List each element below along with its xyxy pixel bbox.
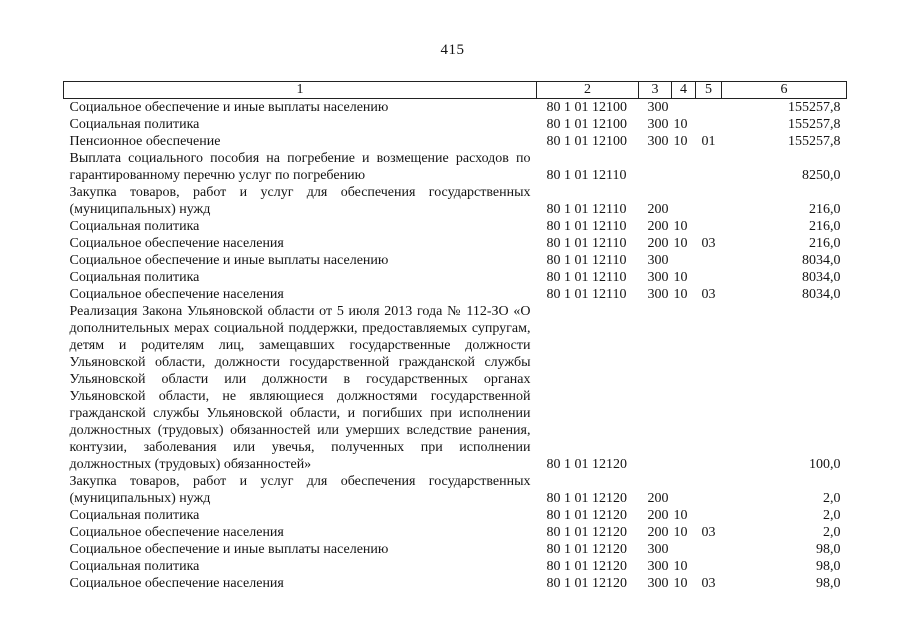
row-subsection (696, 269, 722, 286)
table-row (64, 286, 847, 303)
row-subsection (696, 252, 722, 269)
row-amount: 98,0 (816, 576, 841, 591)
row-name: Социальное обеспечение населения (69, 576, 284, 591)
row-name: Социальная политика (69, 219, 200, 234)
row-name: Социальная политика (69, 508, 200, 523)
row-expense-type: 300 (647, 287, 669, 302)
row-code: 80 1 01 12100 (546, 117, 627, 132)
row-section: 10 (673, 287, 688, 302)
row-amount: 155257,8 (788, 134, 841, 149)
row-section: 10 (673, 576, 688, 591)
table-row (64, 269, 847, 286)
row-expense-type: 300 (647, 134, 669, 149)
header-col-2: 2 (537, 82, 639, 99)
row-code: 80 1 01 12110 (546, 219, 627, 234)
header-col-3: 3 (639, 82, 672, 99)
row-section (672, 541, 696, 558)
row-subsection (696, 507, 722, 524)
row-subsection (696, 184, 722, 218)
row-name: Социальное обеспечение и иные выплаты населению (69, 542, 389, 557)
row-amount: 100,0 (809, 457, 841, 472)
row-expense-type: 300 (647, 542, 669, 557)
header-col-6: 6 (722, 82, 847, 99)
row-code: 80 1 01 12100 (546, 100, 627, 115)
row-expense-type: 200 (647, 491, 669, 506)
row-section (672, 184, 696, 218)
row-section: 10 (673, 134, 688, 149)
table-row (64, 541, 847, 558)
row-expense-type: 200 (647, 202, 669, 217)
row-expense-type: 200 (647, 525, 669, 540)
row-amount: 216,0 (809, 202, 841, 217)
row-amount: 155257,8 (788, 117, 841, 132)
header-col-5: 5 (696, 82, 722, 99)
table-row (64, 473, 847, 507)
row-code: 80 1 01 12120 (546, 525, 627, 540)
row-amount: 2,0 (823, 491, 841, 506)
table-header-row (64, 82, 847, 99)
row-code: 80 1 01 12120 (546, 576, 627, 591)
row-section: 10 (673, 117, 688, 132)
row-amount: 216,0 (809, 236, 841, 251)
row-amount: 8034,0 (802, 270, 841, 285)
row-amount: 98,0 (816, 542, 841, 557)
table-row (64, 575, 847, 592)
row-subsection: 03 (701, 525, 716, 540)
row-subsection (696, 150, 722, 184)
table-row (64, 218, 847, 235)
row-section (672, 303, 696, 473)
row-name: Закупка товаров, работ и услуг для обеспечения государственных (муниципальных) нужд (69, 474, 531, 506)
row-section (672, 99, 696, 117)
row-expense-type (639, 150, 672, 184)
header-col-4: 4 (672, 82, 696, 99)
row-subsection: 03 (701, 236, 716, 251)
row-section: 10 (673, 508, 688, 523)
row-section (672, 150, 696, 184)
table-row (64, 558, 847, 575)
row-amount: 98,0 (816, 559, 841, 574)
row-code: 80 1 01 12110 (546, 168, 627, 183)
row-subsection: 03 (701, 287, 716, 302)
row-name: Социальное обеспечение населения (69, 287, 284, 302)
table-row (64, 524, 847, 541)
row-expense-type: 200 (647, 219, 669, 234)
row-name: Социальная политика (69, 117, 200, 132)
table-row (64, 235, 847, 252)
table-row (64, 99, 847, 117)
row-subsection (696, 303, 722, 473)
row-expense-type: 300 (647, 253, 669, 268)
row-expense-type: 200 (647, 236, 669, 251)
row-subsection (696, 541, 722, 558)
row-code: 80 1 01 12120 (546, 559, 627, 574)
row-section: 10 (673, 219, 688, 234)
row-name: Социальное обеспечение населения (69, 236, 284, 251)
row-subsection (696, 116, 722, 133)
row-name: Социальная политика (69, 559, 200, 574)
row-code: 80 1 01 12100 (546, 134, 627, 149)
table-row (64, 150, 847, 184)
row-name: Реализация Закона Ульяновской области от 5 июля 2013 года № 112-ЗО «О дополнительных мерах социальной поддержки, предоставляемых супругам, детям и родителям лиц, замещавших государственные должности Ульяновской области, должности государственной гражданской службы Ульяновской области или должности в государственных органах Ульяновской области, не являющиеся должностями государственной гражданской службы Ульяновской области, и погибших при исполнении должностных (трудовых) обязанностей или умерших вследствие ранения, контузии, заболевания или увечья, полученных при исполнении должностных (трудовых) обязанностей» (69, 304, 531, 472)
row-name: Социальное обеспечение населения (69, 525, 284, 540)
row-code: 80 1 01 12120 (546, 508, 627, 523)
budget-table (63, 81, 847, 592)
row-expense-type: 300 (647, 270, 669, 285)
table-row (64, 184, 847, 218)
row-expense-type: 300 (647, 100, 669, 115)
row-code: 80 1 01 12120 (546, 542, 627, 557)
row-name: Социальная политика (69, 270, 200, 285)
table-row (64, 116, 847, 133)
row-name: Закупка товаров, работ и услуг для обеспечения государственных (муниципальных) нужд (69, 185, 531, 217)
row-code: 80 1 01 12120 (546, 457, 627, 472)
row-code: 80 1 01 12110 (546, 270, 627, 285)
row-name: Выплата социального пособия на погребение и возмещение расходов по гарантированному перечню услуг по погребению (69, 151, 531, 183)
row-section (672, 252, 696, 269)
row-code: 80 1 01 12110 (546, 253, 627, 268)
table-row (64, 252, 847, 269)
row-code: 80 1 01 12110 (546, 236, 627, 251)
header-col-1: 1 (64, 82, 537, 99)
table-row (64, 507, 847, 524)
row-expense-type: 200 (647, 508, 669, 523)
row-code: 80 1 01 12110 (546, 287, 627, 302)
row-amount: 8034,0 (802, 287, 841, 302)
row-amount: 8034,0 (802, 253, 841, 268)
row-name: Пенсионное обеспечение (69, 134, 221, 149)
row-subsection: 03 (701, 576, 716, 591)
row-code: 80 1 01 12110 (546, 202, 627, 217)
row-section: 10 (673, 525, 688, 540)
row-section: 10 (673, 236, 688, 251)
row-section (672, 473, 696, 507)
table-row (64, 303, 847, 473)
row-code: 80 1 01 12120 (546, 491, 627, 506)
row-subsection: 01 (701, 134, 716, 149)
row-name: Социальное обеспечение и иные выплаты населению (69, 253, 389, 268)
row-amount: 8250,0 (802, 168, 841, 183)
row-expense-type (639, 303, 672, 473)
row-expense-type: 300 (647, 576, 669, 591)
row-name: Социальное обеспечение и иные выплаты населению (69, 100, 389, 115)
row-amount: 2,0 (823, 525, 841, 540)
row-expense-type: 300 (647, 559, 669, 574)
row-section: 10 (673, 270, 688, 285)
row-section: 10 (673, 559, 688, 574)
row-amount: 2,0 (823, 508, 841, 523)
table-row (64, 133, 847, 150)
row-subsection (696, 558, 722, 575)
row-expense-type: 300 (647, 117, 669, 132)
row-subsection (696, 473, 722, 507)
row-amount: 216,0 (809, 219, 841, 234)
row-subsection (696, 99, 722, 117)
page-number: 415 (440, 42, 465, 58)
row-subsection (696, 218, 722, 235)
row-amount: 155257,8 (788, 100, 841, 115)
